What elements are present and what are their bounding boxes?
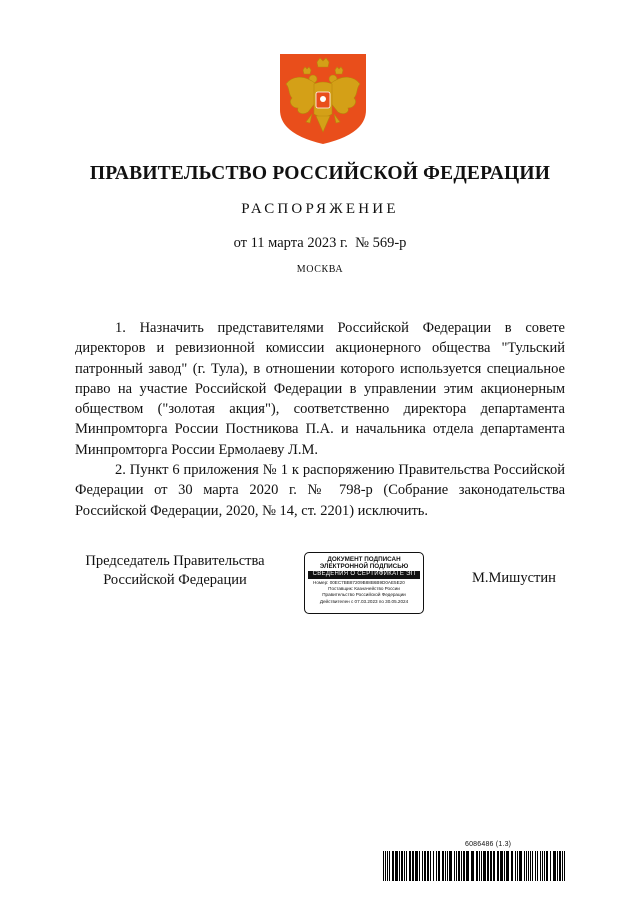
- stamp-heading-2: ЭЛЕКТРОННОЙ ПОДПИСЬЮ: [319, 563, 409, 570]
- barcode-bar: [419, 851, 420, 881]
- barcode-bar: [471, 851, 474, 881]
- stamp-validity: Действителен с 07.03.2023 по 30.05.2024: [319, 598, 409, 604]
- stamp-owner: Правительство Российской Федерации: [322, 592, 406, 598]
- barcode-bar: [415, 851, 418, 881]
- coat-of-arms-emblem: [278, 54, 368, 144]
- barcode-bar: [409, 851, 411, 881]
- barcode-bar: [404, 851, 405, 881]
- barcode-bar: [483, 851, 486, 881]
- barcode-bar: [392, 851, 394, 881]
- barcode-bar: [458, 851, 460, 881]
- barcode-bar: [500, 851, 503, 881]
- barcode-bar: [490, 851, 492, 881]
- document-type: РАСПОРЯЖЕНИЕ: [241, 201, 399, 217]
- barcode-bar: [456, 851, 457, 881]
- barcode-bar: [445, 851, 446, 881]
- barcode-bar: [544, 851, 545, 881]
- barcode-bar: [537, 851, 538, 881]
- government-title: ПРАВИТЕЛЬСТВО РОССИЙСКОЙ ФЕДЕРАЦИИ: [89, 163, 551, 184]
- barcode-bar: [487, 851, 489, 881]
- barcode-bar: [383, 851, 384, 881]
- barcode-bar: [515, 851, 516, 881]
- stamp-serial: Номер: 00EC7ВВ87209В88В6В9D0АЕ5Е20: [313, 580, 405, 585]
- barcode-bar: [528, 851, 529, 881]
- barcode-bar: [430, 851, 431, 881]
- barcode-bar: [550, 851, 551, 881]
- barcode-bar: [564, 851, 565, 881]
- barcode-bar: [517, 851, 518, 881]
- document-city: МОСКВА: [296, 264, 344, 275]
- barcode: [383, 851, 567, 881]
- barcode-bar: [401, 851, 403, 881]
- document-date: от 11 марта 2023 г.: [233, 235, 348, 251]
- barcode-bar: [399, 851, 400, 881]
- signer-title-line-1: Председатель Правительства: [85, 553, 265, 569]
- barcode-bar: [553, 851, 556, 881]
- document-number: № 569-р: [355, 235, 407, 251]
- signer-title: [75, 552, 275, 590]
- barcode-bar: [526, 851, 527, 881]
- barcode-bar: [427, 851, 429, 881]
- barcode-bar: [559, 851, 561, 881]
- stamp-issuer: Поставщик: Казначейство России: [328, 586, 400, 592]
- barcode-bar: [406, 851, 407, 881]
- barcode-bar: [389, 851, 390, 881]
- barcode-bar: [542, 851, 543, 881]
- barcode-bar: [422, 851, 423, 881]
- document-date-line: [0, 235, 640, 252]
- barcode-bar: [511, 851, 513, 881]
- barcode-bar: [412, 851, 414, 881]
- barcode-bar: [424, 851, 426, 881]
- barcode-bar: [436, 851, 437, 881]
- barcode-bar: [497, 851, 499, 881]
- barcode-bar: [532, 851, 533, 881]
- barcode-bar: [506, 851, 509, 881]
- barcode-bar: [433, 851, 434, 881]
- document-body: [75, 318, 565, 521]
- electronic-signature-stamp: [304, 552, 424, 614]
- barcode-bar: [395, 851, 398, 881]
- barcode-label: 6086486 (1.3): [465, 841, 512, 848]
- paragraph-1: 1. Назначить представителями Российской Федерации в совете директоров и ревизионной комиссии акционерного общества "Тульский патронный завод" (г. Тула), в отношении которого используется специальное право на участие Российской Федерации в управлении этим акционерным обществом ("золотая акция"), соответственно директора департамента Минпромторга России Постникова П.А. и начальника отдела департамента Минпромторга России Ермолаеву Л.М.: [75, 320, 565, 458]
- barcode-bar: [463, 851, 465, 881]
- barcode-bar: [461, 851, 462, 881]
- stamp-certificate-band: СВЕДЕНИЯ О СЕРТИФИКАТЕ ЭП: [308, 571, 420, 579]
- barcode-bar: [481, 851, 482, 881]
- barcode-bar: [530, 851, 531, 881]
- barcode-bar: [449, 851, 452, 881]
- barcode-bar: [479, 851, 480, 881]
- barcode-bar: [476, 851, 478, 881]
- stamp-heading-1: ДОКУМЕНТ ПОДПИСАН: [327, 556, 401, 563]
- barcode-bar: [535, 851, 536, 881]
- signer-title-line-2: Российской Федерации: [103, 572, 247, 588]
- barcode-bar: [562, 851, 563, 881]
- barcode-bar: [447, 851, 448, 881]
- barcode-bar: [442, 851, 444, 881]
- paragraph-2: 2. Пункт 6 приложения № 1 к распоряжению Правительства Российской Федерации от 30 марта 2020 г. № 798-р (Собрание законодательства Российской Федерации, 2020, № 14, ст. 2201) исключить.: [75, 462, 565, 519]
- barcode-bar: [524, 851, 525, 881]
- barcode-bar: [504, 851, 505, 881]
- barcode-bar: [438, 851, 440, 881]
- barcode-bar: [546, 851, 548, 881]
- barcode-bar: [493, 851, 495, 881]
- signer-name: М.Мишустин: [472, 570, 556, 586]
- barcode-bar: [385, 851, 386, 881]
- barcode-bar: [540, 851, 541, 881]
- barcode-bar: [387, 851, 388, 881]
- barcode-bar: [557, 851, 558, 881]
- barcode-bar: [454, 851, 455, 881]
- barcode-bar: [519, 851, 522, 881]
- barcode-bar: [466, 851, 469, 881]
